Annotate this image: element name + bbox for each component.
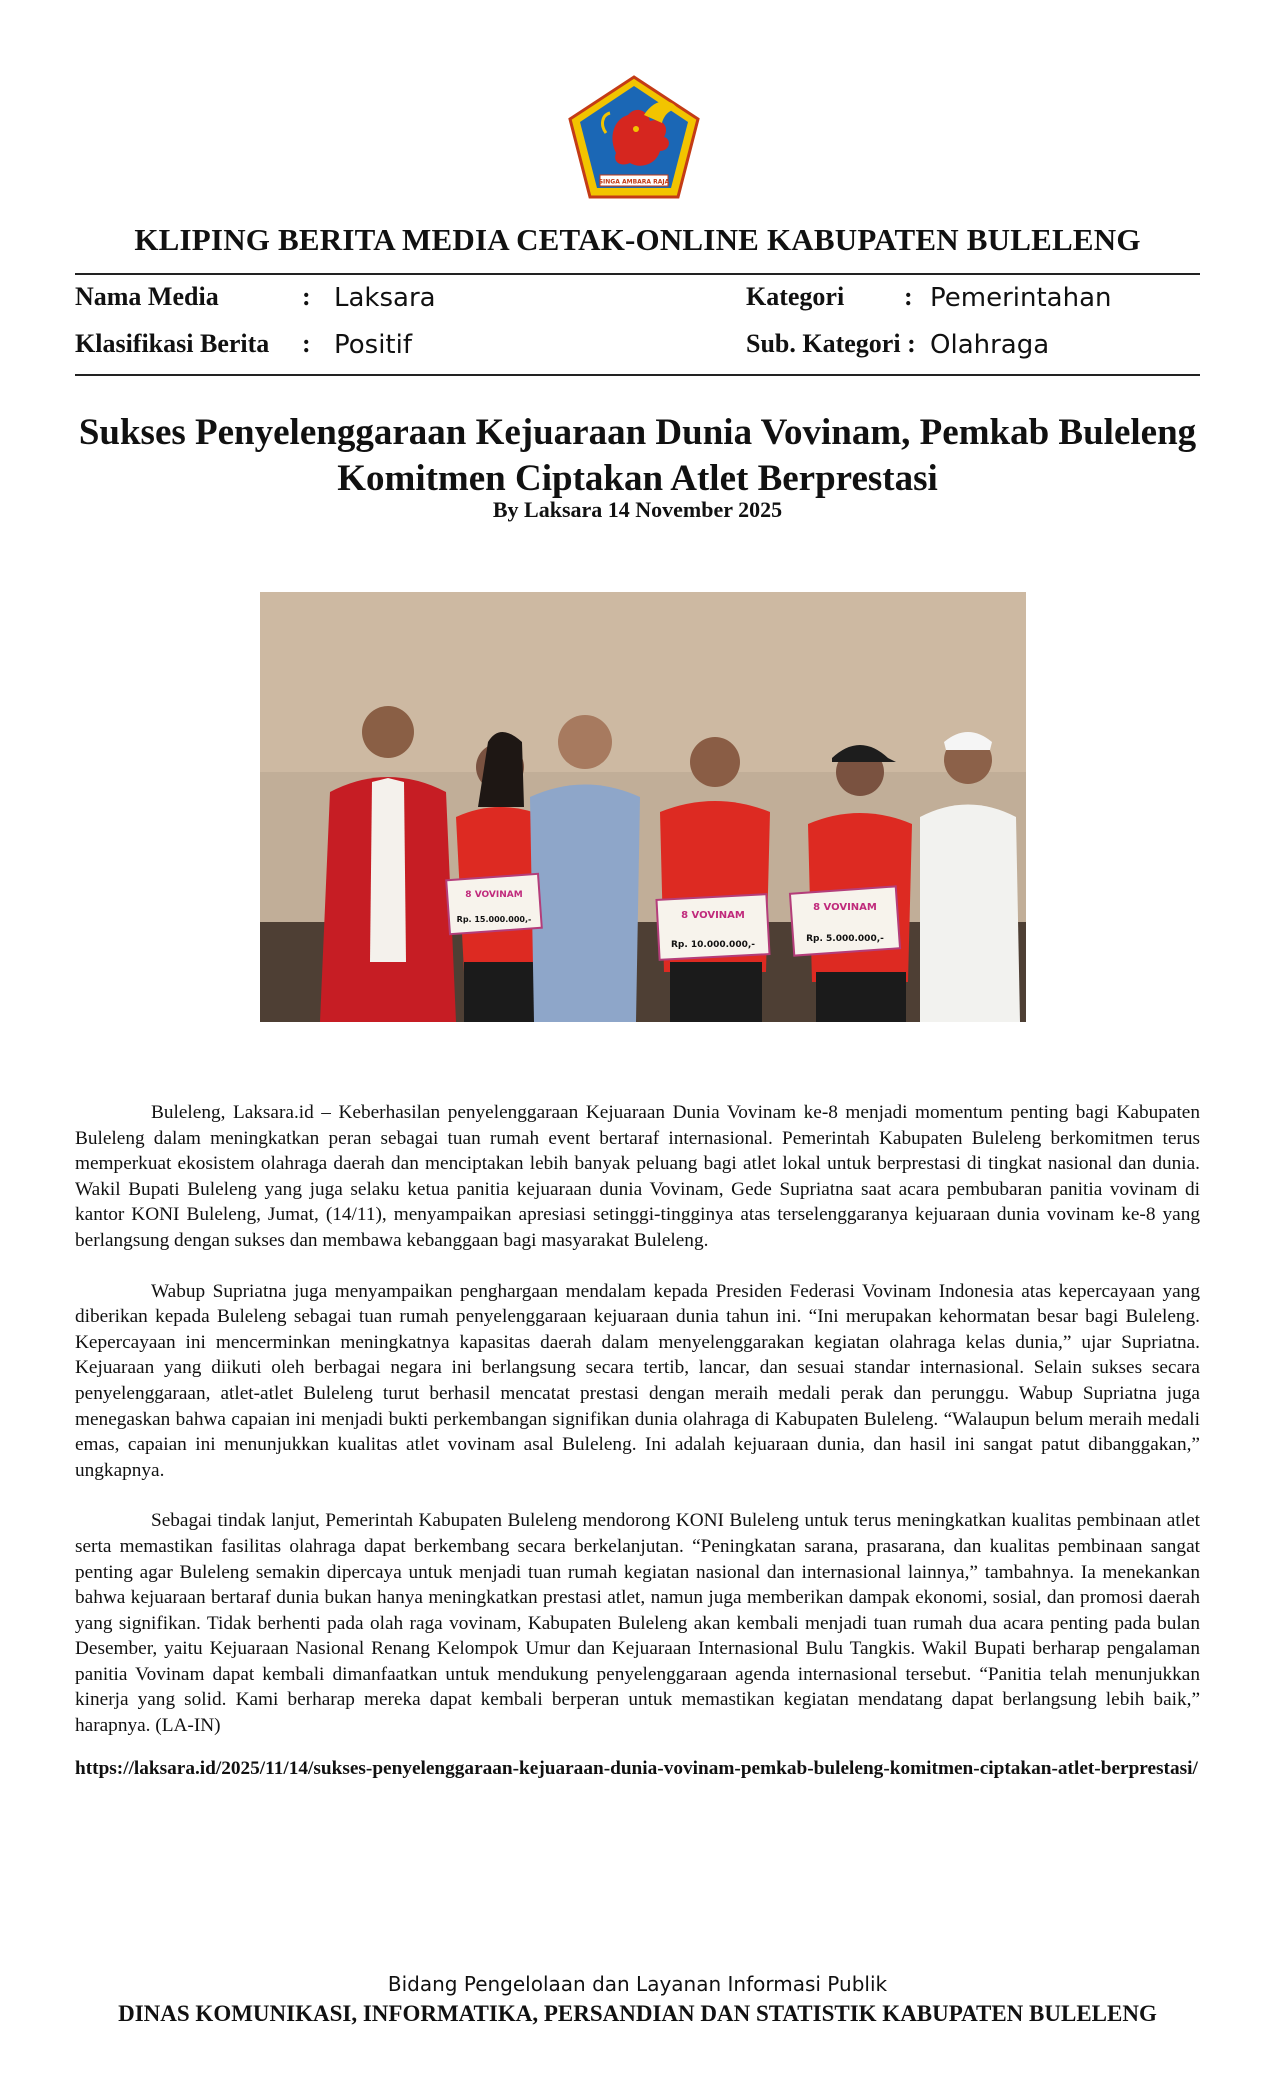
award-board-1-logo: 8 VOVINAM	[465, 890, 523, 900]
article-source-url[interactable]: https://laksara.id/2025/11/14/sukses-penyelenggaraan-kejuaraan-dunia-vovinam-pemkab-buleleng-komitmen-ciptakan-atlet-berprestasi/	[75, 1758, 1198, 1779]
article-title	[75, 410, 1200, 502]
person-3-shirt	[530, 785, 640, 1023]
footer-agency: DINAS KOMUNIKASI, INFORMATIKA, PERSANDIAN DAN STATISTIK KABUPATEN BULELENG	[118, 2001, 1157, 2026]
klasifikasi-value: Positif	[334, 330, 412, 360]
article-paragraph-3: Sebagai tindak lanjut, Pemerintah Kabupaten Buleleng mendorong KONI Buleleng untuk terus meningkatkan kualitas pembinaan atlet serta memastikan fasilitas olahraga dapat berkembang secara berkelanjutan. “Peningkatan sarana, prasarana, dan kualitas pembinaan sangat penting agar Buleleng semakin dipercaya untuk menjadi tuan rumah kegiatan nasional dan internasional lainnya,” tambahnya. Ia menekankan bahwa kejuaraan bertaraf dunia bukan hanya meningkatkan prestasi atlet, namun juga memberikan dampak ekonomi, sosial, dan promosi daerah yang signifikan. Tidak berhenti pada olah raga vovinam, Kabupaten Buleleng akan kembali menjadi tuan rumah dua acara penting pada bulan Desember, yaitu Kejuaraan Nasional Renang Kelompok Umur dan Kejuaraan Internasional Bulu Tangkis. Wakil Bupati berharap pengalaman panitia Vovinam dapat kembali dimanfaatkan untuk mendukung penyelenggaraan agenda internasional tersebut. “Panitia telah menunjukkan kinerja yang solid. Kami berharap mereka dapat kembali berperan untuk memastikan kegiatan mendatang dapat berlangsung lebih baik,” harapnya. (LA-IN)	[75, 1510, 1200, 1737]
sub-kategori-label: Sub. Kategori :	[746, 329, 916, 358]
article-body	[75, 1100, 1200, 1764]
award-board-2	[657, 894, 770, 960]
kategori-value: Pemerintahan	[930, 283, 1112, 313]
person-1-head	[362, 706, 414, 758]
document-header-title: KLIPING BERITA MEDIA CETAK-ONLINE KABUPATEN BULELENG	[134, 222, 1141, 257]
header-divider-top	[75, 273, 1200, 275]
singa-ambara-raja-emblem-icon	[566, 75, 702, 200]
kategori-label: Kategori	[746, 282, 845, 311]
klasifikasi-colon: :	[302, 329, 311, 358]
article-paragraph-2: Wabup Supriatna juga menyampaikan penghargaan mendalam kepada Presiden Federasi Vovinam Indonesia atas kepercayaan yang diberikan kepada Buleleng sebagai tuan rumah penyelenggaraan kejuaraan dunia tahun ini. “Ini merupakan kehormatan besar bagi Buleleng. Kepercayaan ini mencerminkan meningkatnya kapasitas daerah dalam menyelenggarakan kegiatan olahraga kelas dunia,” ujar Supriatna. Kejuaraan yang diikuti oleh berbagai negara ini berlangsung secara tertib, lancar, dan sesuai standar internasional. Selain sukses secara penyelenggaraan, atlet-atlet Buleleng turut berhasil mencatat prestasi dengan meraih medali perak dan perunggu. Wabup Supriatna juga menegaskan bahwa capaian ini menjadi bukti perkembangan signifikan dunia olahraga di Kabupaten Buleleng. “Walaupun belum meraih medali emas, capaian ini menunjukkan kualitas atlet vovinam asal Buleleng. Ini adalah kejuaraan dunia, dan hasil ini sangat patut dibanggakan,” ungkapnya.	[75, 1280, 1200, 1481]
award-board-1-amount: Rp. 15.000.000,-	[456, 915, 532, 924]
nama-media-value: Laksara	[334, 283, 436, 313]
award-board-1	[446, 874, 542, 934]
header-divider-bottom	[75, 374, 1200, 376]
nama-media-label: Nama Media	[75, 282, 219, 311]
award-board-3	[790, 886, 900, 955]
award-board-2-logo: 8 VOVINAM	[681, 910, 745, 921]
kategori-colon: :	[904, 282, 913, 311]
award-board-2-amount: Rp. 10.000.000,-	[670, 940, 756, 950]
logo-motto-text: SINGA AMBARA RAJA	[598, 178, 670, 186]
person-4-head	[690, 737, 740, 787]
award-board-3-logo: 8 VOVINAM	[813, 902, 877, 913]
nama-media-colon: :	[302, 282, 311, 311]
award-board-3-amount: Rp. 5.000.000,-	[806, 934, 884, 944]
article-title-line-1: Sukses Penyelenggaraan Kejuaraan Dunia Vovinam, Pemkab Buleleng	[78, 412, 1197, 453]
article-byline: By Laksara 14 November 2025	[492, 497, 783, 522]
person-6-shirt	[920, 805, 1020, 1023]
footer-department: Bidang Pengelolaan dan Layanan Informasi Publik	[387, 1972, 888, 1996]
article-paragraph-1: Buleleng, Laksara.id – Keberhasilan penyelenggaraan Kejuaraan Dunia Vovinam ke-8 menjadi momentum penting bagi Kabupaten Buleleng dalam meningkatkan peran sebagai tuan rumah event bertaraf internasional. Pemerintah Kabupaten Buleleng berkomitmen terus memperkuat ekosistem olahraga daerah dan menciptakan lebih banyak peluang bagi atlet lokal untuk berprestasi di tingkat nasional dan dunia. Wakil Bupati Buleleng yang juga selaku ketua panitia kejuaraan dunia Vovinam, Gede Supriatna saat acara pembubaran panitia vovinam di kantor KONI Buleleng, Jumat, (14/11), menyampaikan apresiasi setinggi-tingginya atas terselenggaranya kejuaraan dunia vovinam ke-8 yang berlangsung dengan sukses dan membawa kebanggaan bagi masyarakat Buleleng.	[75, 1102, 1200, 1251]
article-photo	[260, 592, 1026, 1022]
person-3-head	[558, 715, 612, 769]
sub-kategori-value: Olahraga	[930, 330, 1050, 360]
article-title-line-2: Komitmen Ciptakan Atlet Berprestasi	[337, 458, 938, 499]
klasifikasi-label: Klasifikasi Berita	[75, 329, 270, 358]
